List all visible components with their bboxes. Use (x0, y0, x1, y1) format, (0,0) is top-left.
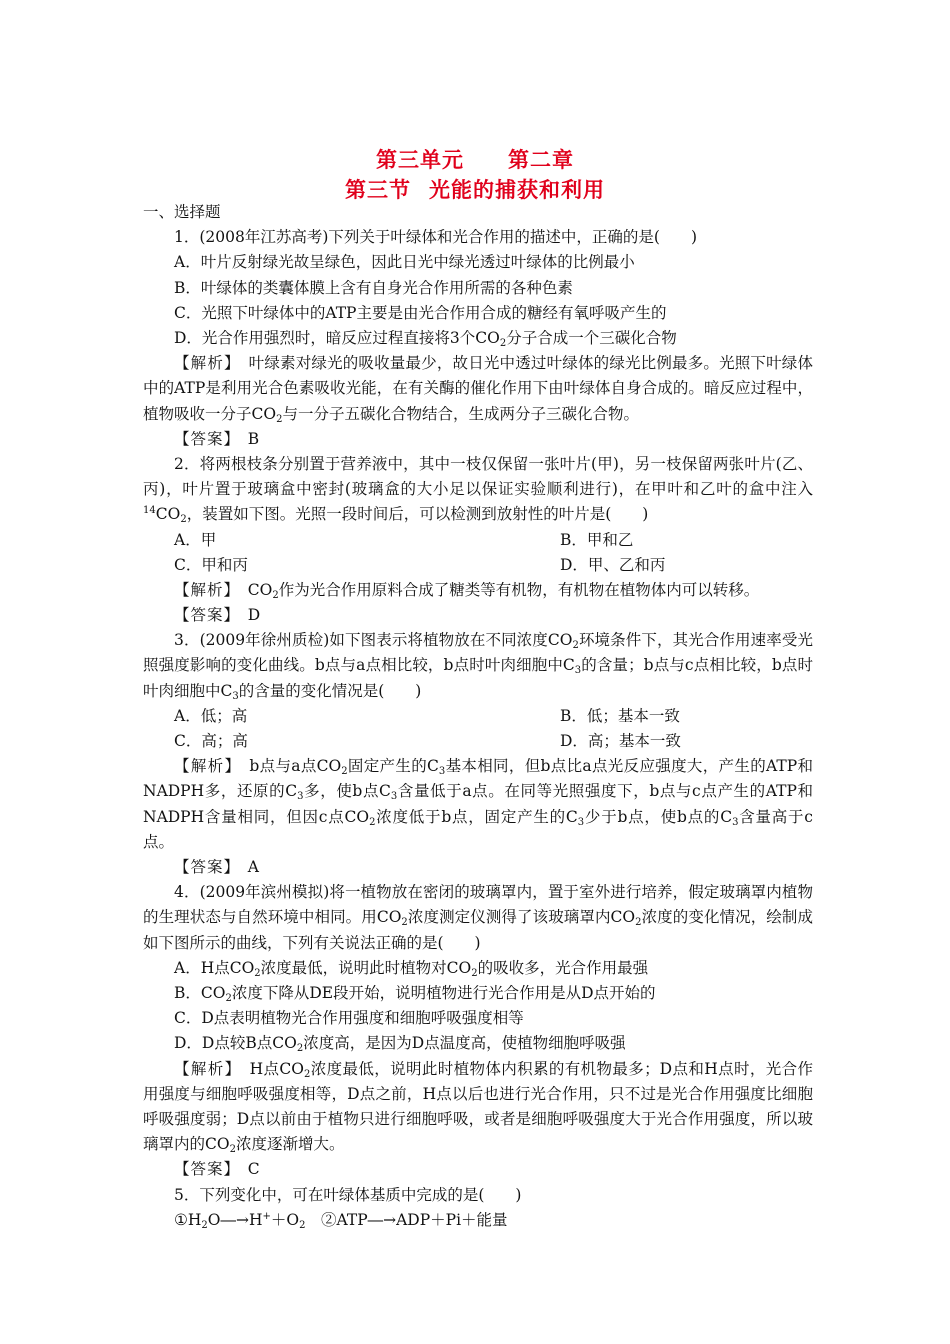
answer-label: 【答案】 (174, 1160, 233, 1179)
chapter-title: 第二章 (508, 147, 574, 172)
q3-answer: 【答案】 A (174, 858, 259, 877)
q3-stem: 3．(2009年徐州质检)如下图表示将植物放在不同浓度$CO_2$环境条件下，其光合作用速率受光照强度影响的变化曲线。b点与a点相比较，b点时叶肉细胞中$C_3$的含量；b点与c点相比较，b点时叶肉细胞中$C_3$的含量的变化情况是( ) (143, 631, 813, 702)
q4-option-d: D．D点较B点$CO_2$浓度高，是因为D点温度高，使植物细胞呼吸强 (174, 1034, 626, 1055)
q2-option-a: A．甲 (174, 530, 217, 549)
q2-stem: 2．将两根枝条分别置于营养液中，其中一枝仅保留一张叶片(甲)，另一枝保留两张叶片(乙、丙)，叶片置于玻璃盒中密封(玻璃盒的大小足以保证实验顺利进行)，在甲叶和乙叶的盒中注入$^{14}CO_2$，装置如下图。光照一段时间后，可以检测到放射性的叶片是( ) (143, 454, 813, 526)
q3-analysis: 【解析】 b点与a点$CO_2$固定产生的$C_3$基本相同，但b点比a点光反应强度大，产生的ATP和NADPH多，还原的$C_3$多，使b点$C_3$含量低于a点。在同等光照强度下，b点与c点产生的ATP和NADPH含量相同，但因c点$CO_2$浓度低于b点，固定产生的$C_3$少于b点，使b点的$C_3$含量高于c点。 (143, 757, 813, 851)
answer-label: 【答案】 (174, 858, 233, 877)
unit-chapter-title (0, 144, 950, 174)
q3-option-a: A．低；高 (174, 706, 248, 725)
q5-items: $①H_2O―\to H^++O_2$ ②ATP―→ADP＋Pi＋能量 (174, 1210, 508, 1231)
q1-stem: 1．(2008年江苏高考)下列关于叶绿体和光合作用的描述中，正确的是( ) (174, 228, 697, 247)
q2-analysis: 【解析】 $CO_2$作为光合作用原料合成了糖类等有机物，有机物在植物体内可以转移。 (174, 580, 760, 601)
section-heading: 一、选择题 (143, 203, 221, 221)
q2-options-row-1 (143, 528, 813, 553)
q3-options-row-1 (143, 704, 813, 729)
q2-option-b: B．甲和乙 (560, 530, 634, 549)
analysis-label: 【解析】 (174, 354, 233, 373)
q3-options-row-2 (143, 729, 813, 754)
analysis-label: 【解析】 (174, 757, 234, 776)
q4-option-a: A．H点$CO_2$浓度最低，说明此时植物对$CO_2$的吸收多，光合作用最强 (174, 958, 649, 979)
analysis-label: 【解析】 (174, 1059, 234, 1078)
q3-option-d: D．高；基本一致 (560, 732, 681, 751)
q4-option-c: C．D点表明植物光合作用强度和细胞呼吸强度相等 (174, 1009, 524, 1028)
answer-label: 【答案】 (174, 429, 233, 448)
q1-analysis: 【解析】 叶绿素对绿光的吸收量最少，故日光中透过叶绿体的绿光比例最多。光照下叶绿体中的ATP是利用光合色素吸收光能，在有关酶的催化作用下由叶绿体自身合成的。暗反应过程中，植物吸收一分子$CO_2$与一分子五碳化合物结合，生成两分子三碳化合物。 (143, 354, 813, 425)
document-body (143, 200, 813, 1233)
q4-answer: 【答案】 C (174, 1160, 260, 1179)
q1-option-b: B．叶绿体的类囊体膜上含有自身光合作用所需的各种色素 (174, 278, 573, 297)
q4-analysis: 【解析】 H点$CO_2$浓度最低，说明此时植物体内积累的有机物最多；D点和H点时，光合作用强度与细胞呼吸强度相等，D点之前，H点以后也进行光合作用，只不过是光合作用强度比细胞呼吸强度弱；D点以前由于植物只进行细胞呼吸，或者是细胞呼吸强度大于光合作用强度，所以玻璃罩内的$CO_2$浓度逐渐增大。 (143, 1059, 813, 1156)
section-number: 第三节 (345, 177, 411, 202)
q4-option-b: B．$CO_2$浓度下降从DE段开始，说明植物进行光合作用是从D点开始的 (174, 984, 656, 1005)
q3-option-b: B．低；基本一致 (560, 706, 680, 725)
section-topic: 光能的捕获和利用 (429, 177, 605, 202)
q4-stem: 4．(2009年滨州模拟)将一植物放在密闭的玻璃罩内，置于室外进行培养，假定玻璃罩内植物的生理状态与自然环境中相同。用$CO_2$浓度测定仪测得了该玻璃罩内$CO_2$浓度的变化情况，绘制成如下图所示的曲线，下列有关说法正确的是( ) (143, 883, 813, 952)
q1-option-c: C．光照下叶绿体中的ATP主要是由光合作用合成的糖经有氧呼吸产生的 (174, 303, 667, 322)
q1-answer: 【答案】 B (174, 429, 260, 448)
q2-options-row-2 (143, 553, 813, 578)
unit-title: 第三单元 (376, 147, 464, 172)
analysis-label: 【解析】 (174, 580, 233, 599)
q1-option-a: A．叶片反射绿光故呈绿色，因此日光中绿光透过叶绿体的比例最小 (174, 253, 635, 272)
q5-stem: 5．下列变化中，可在叶绿体基质中完成的是( ) (174, 1185, 522, 1204)
q2-option-c: C．甲和丙 (174, 555, 248, 574)
q3-option-c: C．高；高 (174, 732, 248, 751)
q2-answer: 【答案】 D (174, 606, 261, 625)
q1-option-d: D．光合作用强烈时，暗反应过程直接将3个$CO_2$分子合成一个三碳化合物 (174, 328, 677, 349)
answer-label: 【答案】 (174, 606, 233, 625)
q2-option-d: D．甲、乙和丙 (560, 555, 666, 574)
